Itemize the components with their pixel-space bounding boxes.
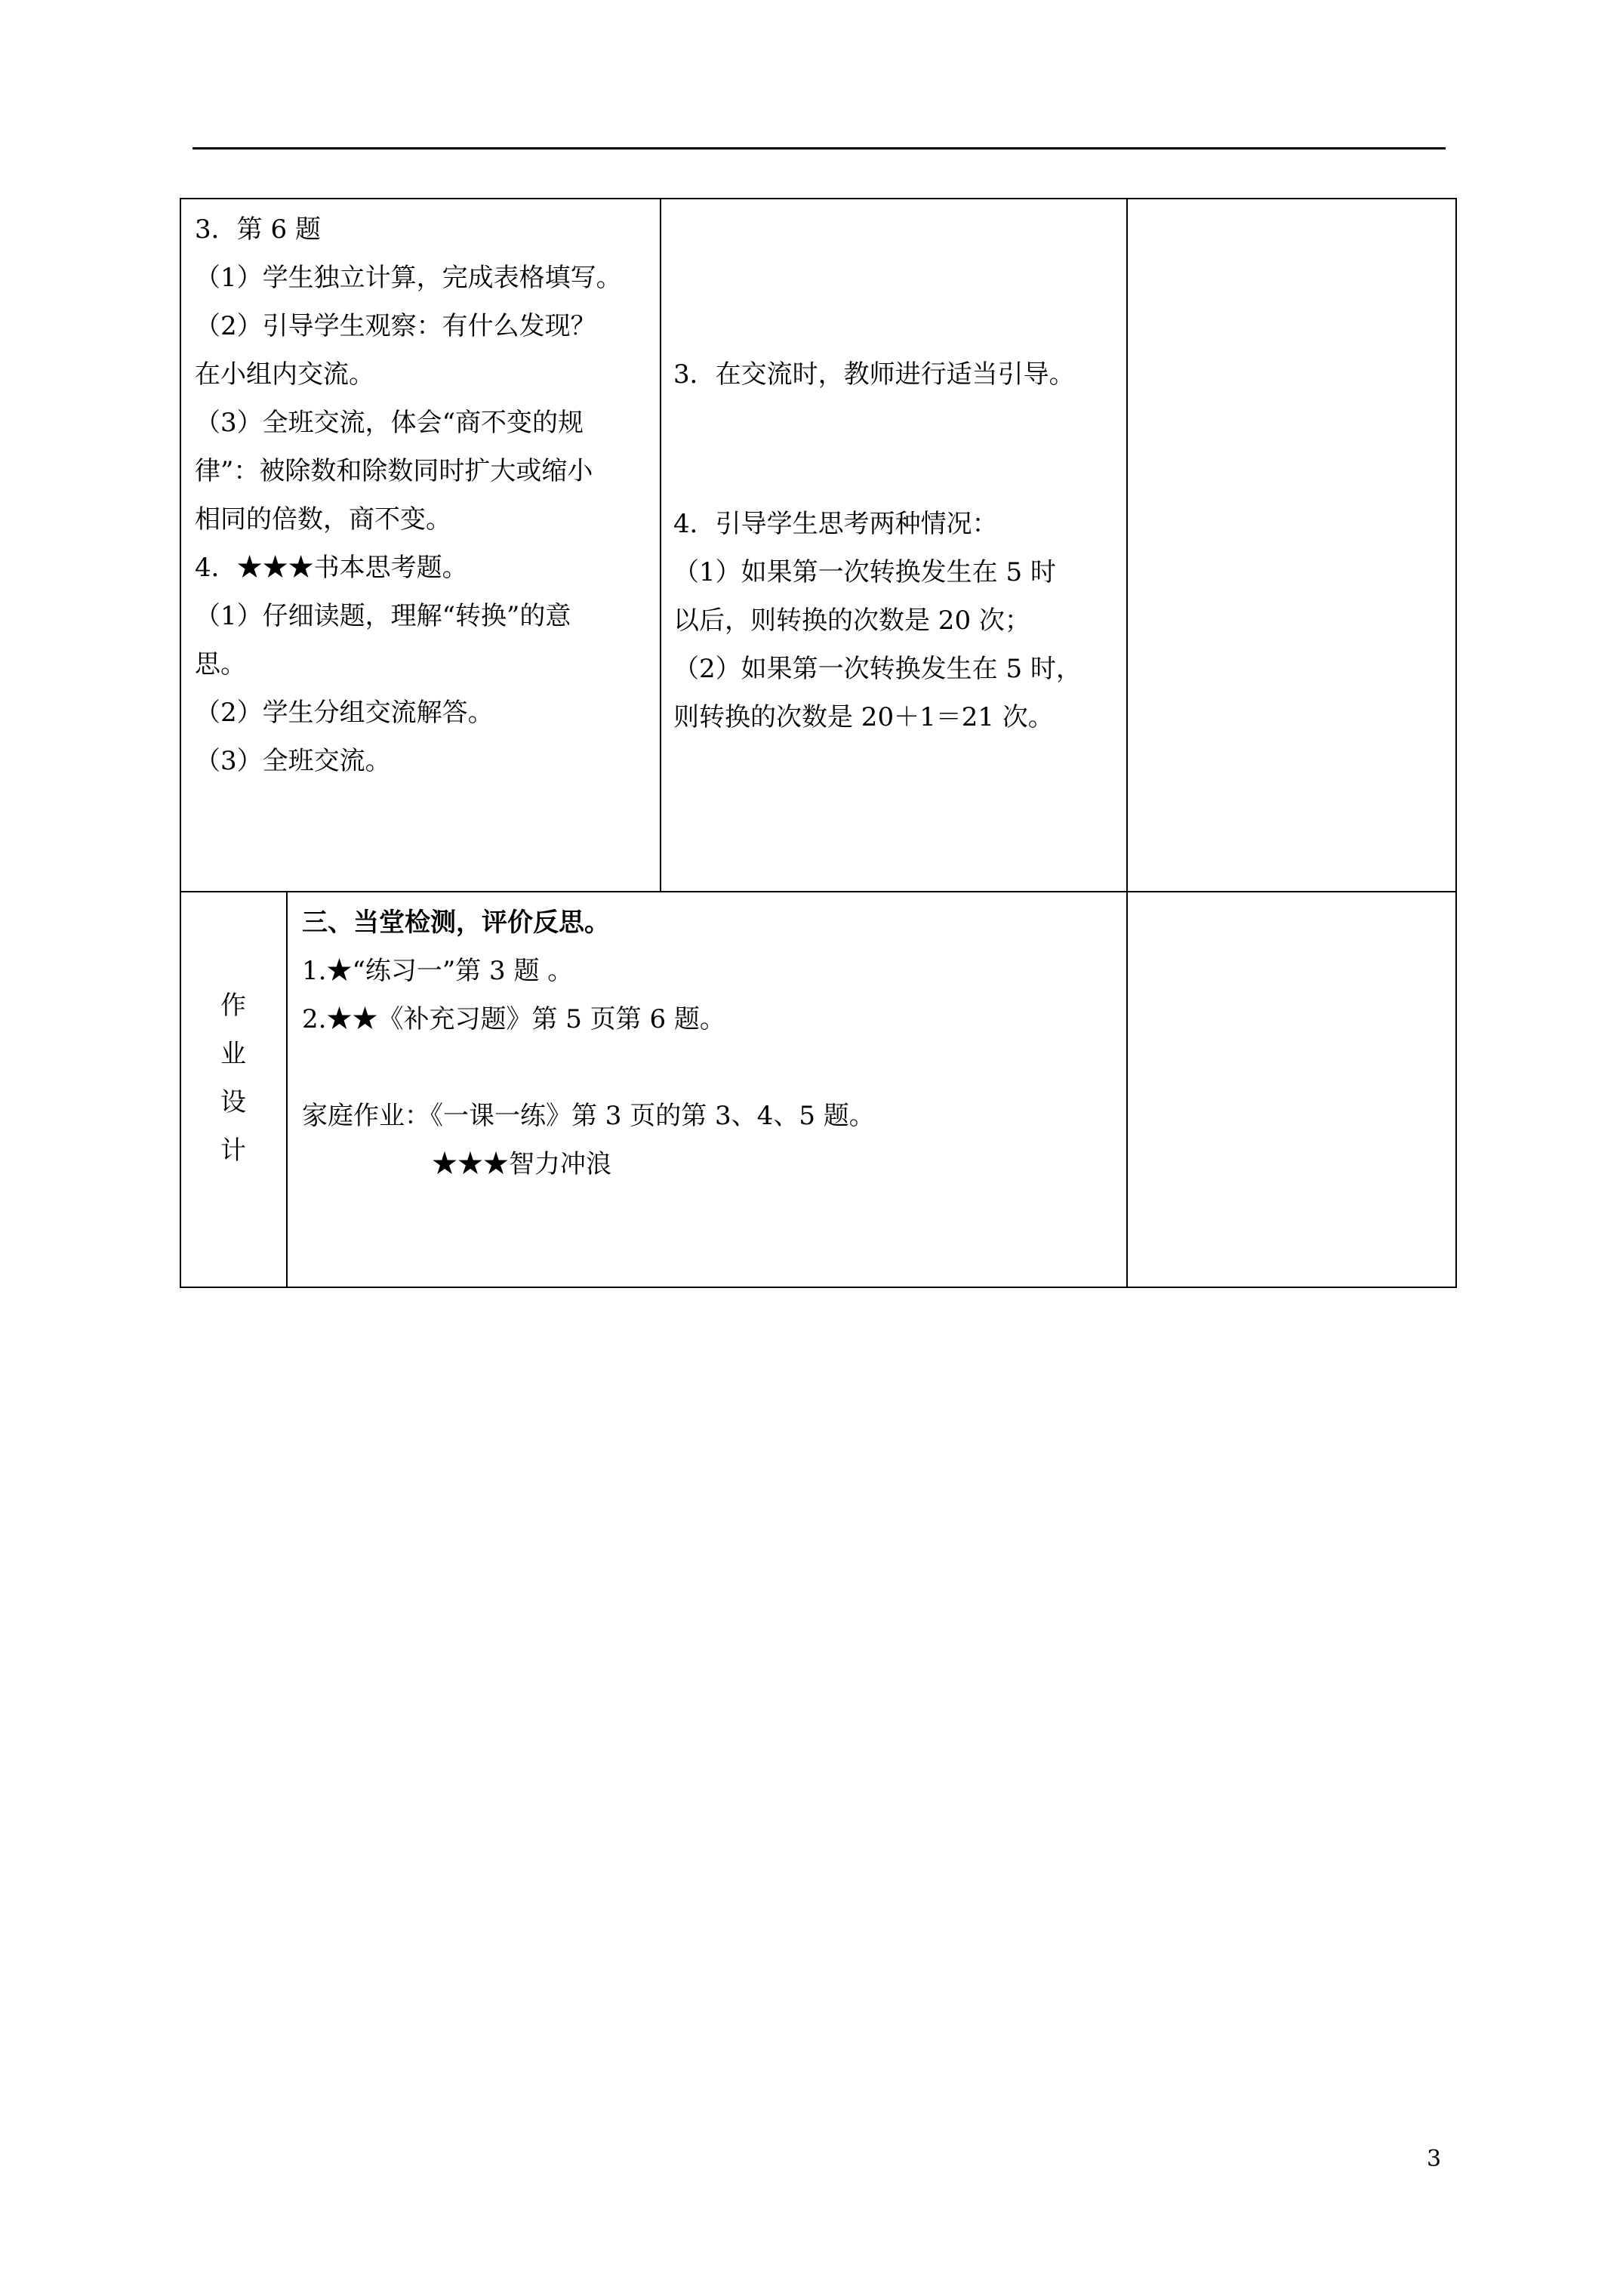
homework-line: 1.★“练习一”第 3 题 。 bbox=[302, 956, 574, 986]
activity-line: （2）引导学生观察：有什么发现？ bbox=[195, 311, 596, 341]
guidance-line: （2）如果第一次转换发生在 5 时， bbox=[673, 654, 1082, 684]
activity-line: 律”：被除数和除数同时扩大或缩小 bbox=[195, 456, 593, 486]
homework-line: ★★★智力冲浪 bbox=[432, 1149, 611, 1179]
activity-line: （2）学生分组交流解答。 bbox=[195, 698, 494, 728]
label-char: 设 bbox=[220, 1087, 246, 1117]
activity-line: （3）全班交流，体会“商不变的规 bbox=[195, 408, 584, 438]
row-divider bbox=[180, 891, 1457, 892]
label-char: 业 bbox=[220, 1039, 246, 1069]
activity-line: 思。 bbox=[195, 649, 246, 680]
homework-line: 2.★★《补充习题》第 5 页第 6 题。 bbox=[302, 1004, 725, 1034]
section-heading: 三、当堂检测，评价反思。 bbox=[302, 908, 610, 938]
label-char: 计 bbox=[220, 1136, 246, 1166]
homework-line: 家庭作业：《一课一练》第 3 页的第 3、4、5 题。 bbox=[302, 1101, 875, 1131]
guidance-line: 以后，则转换的次数是 20 次； bbox=[673, 606, 1030, 636]
activity-line: （3）全班交流。 bbox=[195, 746, 391, 776]
table-right-border bbox=[1455, 198, 1457, 1288]
activity-line: 在小组内交流。 bbox=[195, 359, 374, 390]
page-number: 3 bbox=[1427, 2146, 1442, 2172]
header-rule bbox=[192, 147, 1446, 149]
guidance-line: 3．在交流时，教师进行适当引导。 bbox=[673, 359, 1075, 390]
table-bottom-border bbox=[180, 1287, 1457, 1288]
notes-column-divider bbox=[1126, 198, 1128, 1288]
label-char: 作 bbox=[220, 991, 246, 1021]
lesson-plan-table bbox=[180, 198, 1457, 1288]
guidance-line: 则转换的次数是 20＋1＝21 次。 bbox=[673, 702, 1054, 732]
activity-line: 3．第 6 题 bbox=[195, 214, 321, 245]
activity-line: 4．★★★书本思考题。 bbox=[195, 553, 468, 583]
row2-label-divider bbox=[286, 891, 288, 1288]
activity-line: （1）学生独立计算，完成表格填写。 bbox=[195, 263, 622, 293]
guidance-line: 4．引导学生思考两种情况： bbox=[673, 509, 998, 539]
activity-line: 相同的倍数，商不变。 bbox=[195, 504, 451, 535]
table-top-border bbox=[180, 198, 1457, 199]
row1-column-divider bbox=[660, 198, 661, 891]
table-left-border bbox=[180, 198, 181, 1288]
activity-line: （1）仔细读题，理解“转换”的意 bbox=[195, 601, 571, 631]
guidance-line: （1）如果第一次转换发生在 5 时 bbox=[673, 557, 1056, 587]
